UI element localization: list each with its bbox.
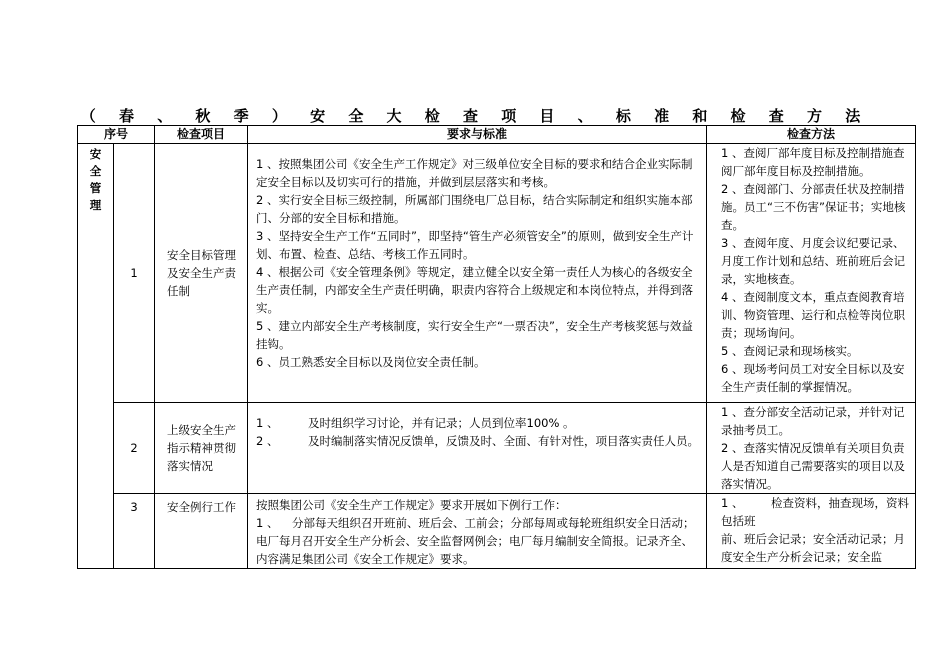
table-row bbox=[78, 494, 916, 569]
method-cell bbox=[707, 144, 916, 403]
requirement-text: 2 、实行安全目标三级控制，所属部门围绕电厂总目标，结合实际制定和组织实施本部门、分部的安全目标和措施。 bbox=[256, 193, 693, 225]
requirement-cell bbox=[248, 403, 707, 494]
requirement-item bbox=[256, 414, 700, 432]
method-text: 2 、查落实情况反馈单有关项目负责人是否知道自己需要落实的项目以及落实情况。 bbox=[721, 441, 906, 491]
row-number: 3 bbox=[114, 494, 155, 569]
method-text: 检查资料，抽查现场，资料包括班 bbox=[721, 496, 910, 528]
document-title: （ 春 、 秋 季 ） 安 全 大 检 查 项 目 、 标 准 和 检 查 方 法 bbox=[80, 107, 870, 125]
row-number: 1 bbox=[114, 144, 155, 403]
method-text: 1 、查阅厂部年度目标及控制措施查阅厂部年度目标及控制措施。 bbox=[721, 146, 905, 178]
requirement-text: 分部每天组织召开班前、班后会、工前会；分部每周或每轮班组织安全日活动；电厂每月召开安全生产分析会、安全监督网例会；电厂每月编制安全简报。记录齐全、内容满足集团公司《安全工作规定》要求。 bbox=[256, 516, 695, 566]
category-cell bbox=[78, 144, 114, 569]
check-item: 上级安全生产指示精神贯彻落实情况 bbox=[155, 403, 248, 494]
requirement-cell bbox=[248, 144, 707, 403]
method-text: 2 、查阅部门、分部责任状及控制措施。员工“三不伤害”保证书；实地核查。 bbox=[721, 182, 906, 232]
inspection-table bbox=[77, 125, 916, 569]
method-text: 6 、现场考问员工对安全目标以及安全生产责任制的掌握情况。 bbox=[721, 362, 905, 394]
requirement-text: 1 、按照集团公司《安全生产工作规定》对三级单位安全目标的要求和结合企业实际制定安全目标以及切实可行的措施，并做到层层落实和考核。 bbox=[256, 157, 693, 189]
table-row bbox=[78, 144, 916, 403]
check-item: 安全目标管理及安全生产责任制 bbox=[155, 144, 248, 403]
requirement-text: 5 、建立内部安全生产考核制度，实行安全生产“一票否决”，安全生产考核奖惩与效益挂钩。 bbox=[256, 319, 693, 351]
requirement-number: 1 、 bbox=[256, 416, 279, 430]
header-row bbox=[78, 126, 916, 144]
requirement-number: 1 、 bbox=[256, 516, 279, 530]
method-cell bbox=[707, 403, 916, 494]
method-text: 1 、查分部安全活动记录，并针对记录抽考员工。 bbox=[721, 405, 905, 437]
requirement-text: 及时编制落实情况反馈单，反馈及时、全面、有针对性，项目落实责任人员。 bbox=[308, 434, 700, 448]
category-char: 安 bbox=[89, 147, 102, 161]
category-char: 管 bbox=[89, 181, 102, 195]
table-row bbox=[78, 403, 916, 494]
method-text: 5 、查阅记录和现场核实。 bbox=[721, 344, 859, 358]
requirement-text: 6 、员工熟悉安全目标以及岗位安全责任制。 bbox=[256, 355, 486, 369]
method-number: 1 、 bbox=[721, 496, 744, 510]
header-requirement: 要求与标准 bbox=[248, 126, 707, 144]
requirement-text: 3 、坚持安全生产工作“五同时”，即坚持“管生产必须管安全”的原则，做到安全生产计划、布置、检查、总结、考核工作五同时。 bbox=[256, 229, 694, 261]
method-item bbox=[721, 494, 911, 530]
requirement-text: 及时组织学习讨论，并有记录；人员到位率100% 。 bbox=[308, 416, 575, 430]
category-char: 理 bbox=[89, 198, 102, 212]
requirement-intro: 按照集团公司《安全生产工作规定》要求开展如下例行工作： bbox=[256, 498, 567, 512]
header-seq: 序号 bbox=[78, 126, 155, 144]
check-item: 安全例行工作 bbox=[155, 494, 248, 569]
method-cell bbox=[707, 494, 916, 569]
header-method: 检查方法 bbox=[707, 126, 916, 144]
requirement-cell bbox=[248, 494, 707, 569]
requirement-number: 2 、 bbox=[256, 434, 279, 448]
requirement-item bbox=[256, 432, 700, 450]
method-text: 4 、查阅制度文本，重点查阅教育培训、物资管理、运行和点检等岗位职责；现场询问。 bbox=[721, 290, 906, 340]
method-text: 前、班后会记录；安全活动记录；月度安全生产分析会记录；安全监 bbox=[721, 532, 906, 564]
header-item: 检查项目 bbox=[155, 126, 248, 144]
requirement-item bbox=[256, 514, 700, 568]
row-number: 2 bbox=[114, 403, 155, 494]
category-char: 全 bbox=[89, 164, 102, 178]
requirement-text: 4 、根据公司《安全管理条例》等规定，建立健全以安全第一责任人为核心的各级安全生产责任制，内部安全生产责任明确，职责内容符合上级规定和本岗位特点，并得到落实。 bbox=[256, 265, 694, 315]
method-text: 3 、查阅年度、月度会议纪要记录、月度工作计划和总结、班前班后会记录，实地核查。 bbox=[721, 236, 906, 286]
